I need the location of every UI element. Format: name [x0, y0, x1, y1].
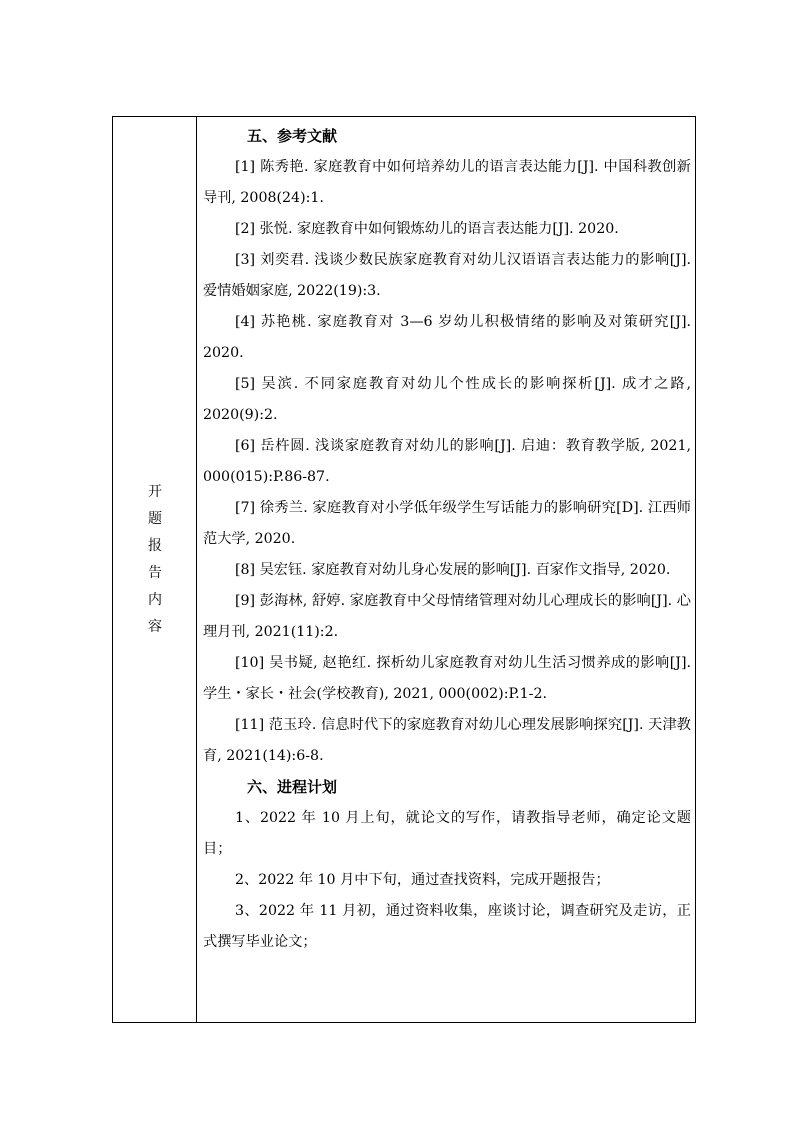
- report-table: [112, 116, 696, 1023]
- section-heading-references: 五、参考文献: [247, 127, 338, 145]
- reference-item: [8] 吴宏钰. 家庭教育对幼儿身心发展的影响[J]. 百家作文指导, 2020.: [235, 562, 671, 578]
- side-label-char: 报: [148, 538, 162, 554]
- side-label-char: 内: [148, 592, 162, 608]
- reference-item: [7] 徐秀兰. 家庭教育对小学低年级学生写话能力的影响研究[D]. 江西师范大学, 2020.: [203, 500, 691, 547]
- reference-item: [9] 彭海林, 舒婷. 家庭教育中父母情绪管理对幼儿心理成长的影响[J]. 心理月刊, 2021(11):2.: [203, 593, 691, 640]
- reference-item: [6] 岳杵圆. 浅谈家庭教育对幼儿的影响[J]. 启迪：教育教学版, 2021, 000(015):P.86-87.: [203, 438, 691, 485]
- reference-item: [2] 张悦. 家庭教育中如何锻炼幼儿的语言表达能力[J]. 2020.: [235, 221, 619, 237]
- side-label: [113, 479, 197, 641]
- report-content: [197, 117, 695, 958]
- side-label-char: 容: [148, 619, 162, 635]
- reference-item: [1] 陈秀艳. 家庭教育中如何培养幼儿的语言表达能力[J]. 中国科教创新导刊, 2008(24):1.: [203, 159, 691, 206]
- reference-item: [4] 苏艳桃. 家庭教育对 3—6 岁幼儿积极情绪的影响及对策研究[J]. 2020.: [203, 314, 691, 361]
- label-column: [113, 117, 197, 1022]
- schedule-item: 1、2022 年 10 月上旬，就论文的写作，请教指导老师，确定论文题目；: [203, 810, 691, 857]
- side-label-char: 告: [148, 565, 162, 581]
- side-label-char: 题: [148, 511, 162, 527]
- schedule-item: 2、2022 年 10 月中下旬，通过查找资料，完成开题报告；: [235, 872, 610, 888]
- reference-item: [11] 范玉玲. 信息时代下的家庭教育对幼儿心理发展影响探究[J]. 天津教育, 2021(14):6-8.: [203, 717, 691, 764]
- reference-item: [3] 刘奕君. 浅谈少数民族家庭教育对幼儿汉语语言表达能力的影响[J]. 爱情婚姻家庭, 2022(19):3.: [203, 252, 691, 299]
- section-heading-schedule: 六、进程计划: [247, 778, 338, 796]
- reference-item: [10] 吴书疑, 赵艳红. 探析幼儿家庭教育对幼儿生活习惯养成的影响[J]. 学生・家长・社会(学校教育), 2021, 000(002):P.1-2.: [203, 655, 691, 702]
- reference-item: [5] 吴滨. 不同家庭教育对幼儿个性成长的影响探析[J]. 成才之路, 2020(9):2.: [203, 376, 691, 423]
- side-label-char: 开: [148, 484, 162, 500]
- schedule-item: 3、2022 年 11 月初，通过资料收集，座谈讨论，调查研究及走访，正式撰写毕业论文；: [203, 903, 691, 950]
